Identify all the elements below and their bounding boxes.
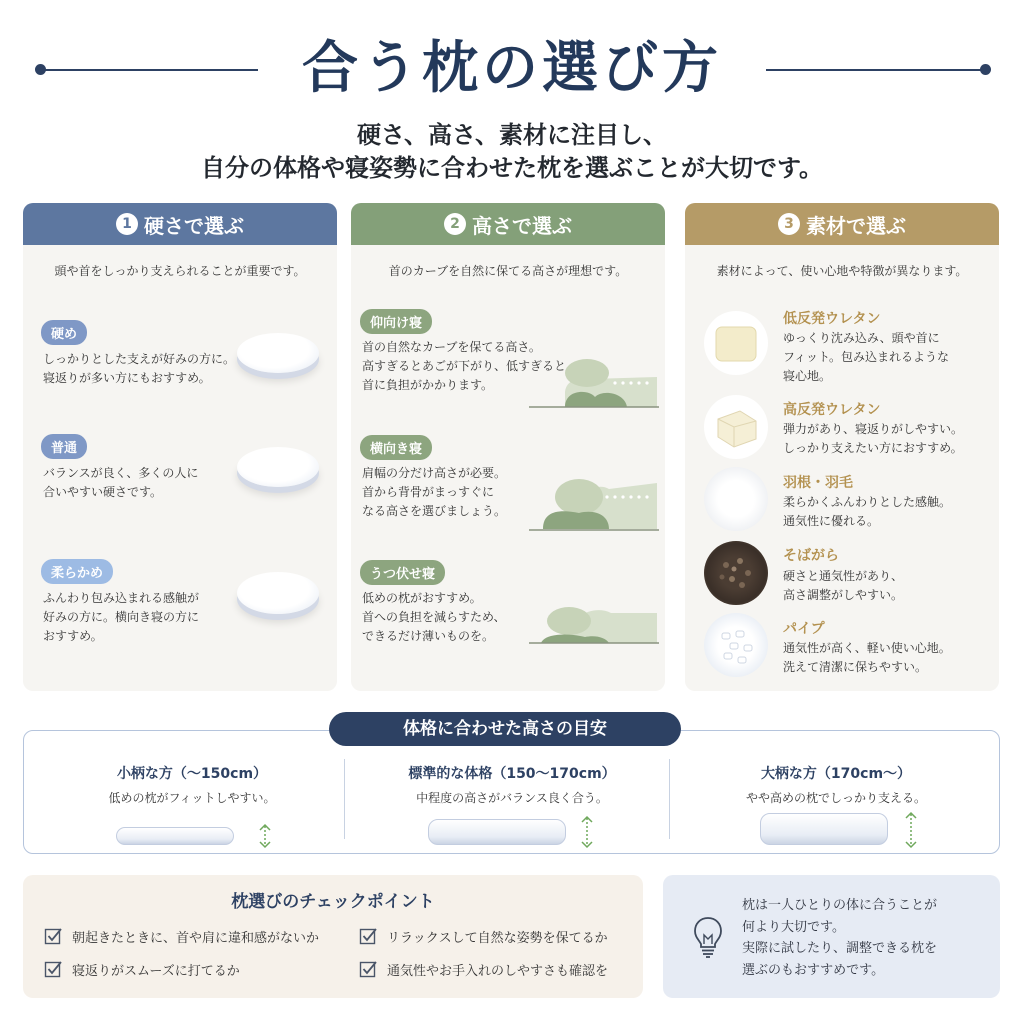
card-material xyxy=(685,203,999,691)
checkpoint-item xyxy=(359,926,608,946)
tip-line: 枕は一人ひとりの体に合うことが xyxy=(742,898,938,913)
sleep-desc-side xyxy=(362,464,506,521)
card-intro: 首のカーブを自然に保てる高さが理想です。 xyxy=(388,264,628,278)
low-rebound-foam-image xyxy=(704,311,768,375)
material-name: 高反発ウレタン xyxy=(783,402,881,418)
guide-column-large xyxy=(676,731,996,853)
checkbox-icon xyxy=(359,959,379,979)
guide-body-type: 大柄な方（170cm～） xyxy=(760,766,912,782)
desc-line: 寝心地。 xyxy=(783,369,832,383)
guide-desc: やや高めの枕でしっかり支える。 xyxy=(745,791,926,805)
tip-line: 何より大切です。 xyxy=(742,919,845,935)
desc-line: 寝返りが多い方にもおすすめ。 xyxy=(43,371,211,385)
page-title: 合う枕の選び方 xyxy=(302,35,722,101)
hardness-desc-firm xyxy=(43,350,235,388)
pipe-filling-image xyxy=(704,613,768,677)
desc-line: 硬さと通気性があり、 xyxy=(783,569,904,583)
desc-line: できるだけ薄いものを。 xyxy=(362,629,495,643)
card-number: 1 xyxy=(116,213,138,235)
guide-divider xyxy=(344,759,345,839)
page-subtitle xyxy=(0,118,1024,184)
desc-line: 通気性が高く、軽い使い心地。 xyxy=(783,641,951,655)
guide-body-type: 小柄な方（～150cm） xyxy=(116,766,268,782)
guide-column-small xyxy=(32,731,352,853)
stomach-sleep-illustration xyxy=(529,595,659,645)
checkpoint-text: リラックスして自然な姿勢を保てるか xyxy=(387,930,608,946)
material-name: そばがら xyxy=(783,548,839,564)
tip-panel xyxy=(663,875,1000,998)
material-desc xyxy=(783,639,951,677)
checkpoint-item xyxy=(359,959,608,979)
guide-divider xyxy=(669,759,670,839)
low-pillow-image xyxy=(116,827,234,845)
guide-body-type: 標準的な体格（150～170cm） xyxy=(408,766,616,782)
checkpoint-panel xyxy=(23,875,643,998)
card-number: 2 xyxy=(444,213,466,235)
tip-text xyxy=(742,895,937,981)
desc-line: 首から背骨がまっすぐに xyxy=(362,485,495,499)
desc-line: 首への負担を減らすため、 xyxy=(362,610,506,624)
hardness-desc-medium xyxy=(43,464,198,502)
desc-line: フィット。包み込まれるような xyxy=(783,350,949,364)
hardness-desc-soft xyxy=(43,589,199,646)
sleep-label-stomach: うつ伏せ寝 xyxy=(360,560,445,585)
hardness-label-medium: 普通 xyxy=(41,434,87,459)
card-hardness xyxy=(23,203,337,691)
checkbox-icon xyxy=(44,959,64,979)
sleep-label-side: 横向き寝 xyxy=(360,435,432,460)
pillow-medium-image xyxy=(237,447,319,487)
checkpoint-text: 寝返りがスムーズに打てるか xyxy=(72,963,240,979)
card-intro: 頭や首をしっかり支えられることが重要です。 xyxy=(54,264,306,278)
high-rebound-foam-image xyxy=(704,395,768,459)
desc-line: しっかりとした支えが好みの方に。 xyxy=(43,352,236,366)
desc-line: 高さ調整がしやすい。 xyxy=(783,588,904,602)
material-desc xyxy=(783,567,903,605)
desc-line: なる高さを選びましょう。 xyxy=(362,504,507,518)
checkpoint-title: 枕選びのチェックポイント xyxy=(231,892,435,912)
checkbox-icon xyxy=(44,926,64,946)
guide-desc: 低めの枕がフィットしやすい。 xyxy=(108,791,276,805)
height-arrow-icon xyxy=(252,823,278,849)
guide-column-standard xyxy=(352,731,672,853)
material-name: 低反発ウレタン xyxy=(783,311,881,327)
desc-line: 低めの枕がおすすめ。 xyxy=(362,591,482,605)
desc-line: ゆっくり沈み込み、頭や首に xyxy=(783,331,940,345)
card-intro: 素材によって、使い心地や特徴が異なります。 xyxy=(716,264,968,278)
side-sleep-illustration xyxy=(529,465,659,531)
lightbulb-icon xyxy=(691,915,725,959)
desc-line: 首に負担がかかります。 xyxy=(362,378,494,392)
buckwheat-hull-image xyxy=(704,541,768,605)
desc-line: 通気性に優れる。 xyxy=(783,514,880,528)
card-header xyxy=(23,203,337,245)
feather-image xyxy=(704,467,768,531)
material-desc xyxy=(783,493,951,531)
checkpoint-item xyxy=(44,926,319,946)
checkpoint-item xyxy=(44,959,240,979)
subtitle-line-2: 自分の体格や寝姿勢に合わせた枕を選ぶことが大切です。 xyxy=(200,153,824,182)
material-desc xyxy=(783,329,949,386)
desc-line: 合いやすい硬さです。 xyxy=(43,485,163,499)
medium-pillow-image xyxy=(428,819,566,845)
guide-desc: 中程度の高さがバランス良く合う。 xyxy=(416,791,608,805)
desc-line: しっかり支えたい方におすすめ。 xyxy=(783,441,963,455)
desc-line: ふんわり包み込まれる感触が xyxy=(43,591,200,605)
desc-line: 洗えて清潔に保ちやすい。 xyxy=(783,660,928,674)
guide-title: 体格に合わせた高さの目安 xyxy=(329,712,681,746)
card-header xyxy=(685,203,999,245)
desc-line: おすすめ。 xyxy=(43,629,103,643)
desc-line: 高すぎるとあごが下がり、低すぎると xyxy=(362,359,567,373)
desc-line: バランスが良く、多くの人に xyxy=(43,466,199,480)
height-arrow-icon xyxy=(574,815,600,849)
pillow-firm-image xyxy=(237,333,319,373)
sleep-label-back: 仰向け寝 xyxy=(360,309,432,334)
high-pillow-image xyxy=(760,813,888,845)
desc-line: 弾力があり、寝返りがしやすい。 xyxy=(783,422,964,436)
height-arrow-icon xyxy=(898,811,924,849)
card-height xyxy=(351,203,665,691)
back-sleep-illustration xyxy=(529,353,659,409)
tip-line: 選ぶのもおすすめです。 xyxy=(742,962,885,978)
checkbox-icon xyxy=(359,926,379,946)
desc-line: 首の自然なカーブを保てる高さ。 xyxy=(362,340,541,354)
material-desc xyxy=(783,420,963,458)
pillow-soft-image xyxy=(237,572,319,614)
checkpoint-text: 通気性やお手入れのしやすさも確認を xyxy=(387,963,609,979)
sleep-desc-stomach xyxy=(362,589,506,646)
tip-line: 実際に試したり、調整できる枕を xyxy=(742,941,938,956)
hardness-label-soft: 柔らかめ xyxy=(41,559,113,584)
desc-line: 肩幅の分だけ高さが必要。 xyxy=(362,466,507,480)
material-name: 羽根・羽毛 xyxy=(783,475,853,491)
hardness-label-firm: 硬め xyxy=(41,320,87,345)
desc-line: 柔らかくふんわりとした感触。 xyxy=(783,495,952,509)
card-title: 高さで選ぶ xyxy=(472,213,572,238)
card-title: 硬さで選ぶ xyxy=(144,213,244,238)
card-number: 3 xyxy=(778,213,800,235)
desc-line: 好みの方に。横向き寝の方に xyxy=(43,610,200,624)
body-type-guide xyxy=(23,730,1000,854)
card-header xyxy=(351,203,665,245)
checkpoint-text: 朝起きたときに、首や肩に違和感がないか xyxy=(72,930,320,946)
subtitle-line-1: 硬さ、高さ、素材に注目し、 xyxy=(356,120,668,149)
card-title: 素材で選ぶ xyxy=(806,213,906,238)
material-name: パイプ xyxy=(783,621,825,637)
